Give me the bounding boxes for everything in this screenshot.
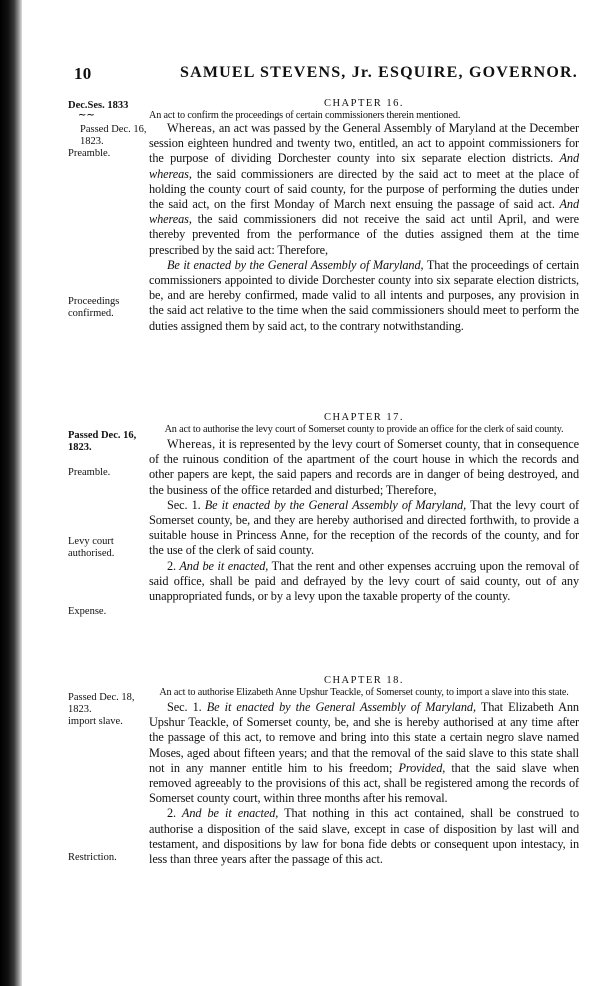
- margin-note-ch16-passed: Passed Dec. 16, 1823.: [80, 124, 147, 147]
- chapter-16: [149, 97, 579, 334]
- section-2-paragraph: 2. And be it enacted, That nothing in this act contained, shall be construed to authorise a disposition of the said slave, except in case of disposition by last will and testament, and dispositions by law for bona fide debts or consequent upon intestacy, in less than three years after the passage of this act.: [149, 806, 580, 867]
- book-page: [22, 0, 600, 986]
- margin-note-ch17-preamble: Preamble.: [68, 467, 111, 478]
- chapter-17: [149, 411, 579, 604]
- margin-note-ch18-import: import slave.: [68, 716, 123, 727]
- section-2-paragraph: 2. And be it enacted, That the rent and other expenses accruing upon the removal of said office, shall be paid and defrayed by the levy court of said county, out of any unappropriated funds, or by a levy upon the taxable property of the county.: [149, 558, 580, 604]
- margin-note-ch17-expense: Expense.: [68, 606, 107, 617]
- margin-note-ch18-passed: Passed Dec. 18, 1823.: [68, 692, 135, 715]
- margin-note-session: Dec.Ses. 1833 ∼∼: [68, 100, 129, 121]
- margin-note-ch16-proceedings: Proceedings confirmed.: [68, 296, 120, 319]
- preamble-paragraph: Whereas, it is represented by the levy court of Somerset county, that in consequence of the ruinous condition of the apartment of the court house in which the records and other papers are kept, the said papers and records are in danger of being destroyed, and the business of the office retarded and disturbed; Therefore,: [149, 437, 579, 497]
- page-number: 10: [74, 64, 92, 83]
- chapter-heading: CHAPTER 17.: [323, 412, 405, 423]
- margin-note-ch17-levy: Levy court authorised.: [68, 536, 115, 559]
- margin-note-ch18-restriction: Restriction.: [68, 852, 117, 863]
- chapter-title: An act to confirm the proceedings of certain commissioners therein mentioned.: [149, 110, 461, 121]
- running-title: SAMUEL STEVENS, Jr. ESQUIRE, GOVERNOR.: [180, 64, 578, 81]
- chapter-title: An act to authorise Elizabeth Anne Upshur Teackle, of Somerset county, to import a slave into this state.: [159, 687, 569, 698]
- section-1-paragraph: Sec. 1. Be it enacted by the General Assembly of Maryland, That Elizabeth Ann Upshur Teackle, of Somerset county, be, and she is hereby authorised at any time after the passage of this act, to remove and bring into this state a certain negro slave named Moses, aged about fifteen years; and that the removal of the said slave to this state shall not in any manner entitle him to his freedom; Provided, that the said slave when removed agreeably to the provisions of this act, shall be registered among the records of Somerset county court, within three months after his removal.: [149, 700, 579, 806]
- margin-note-ch16-preamble: Preamble.: [68, 148, 111, 159]
- chapter-heading: CHAPTER 18.: [323, 675, 405, 686]
- preamble-paragraph: Whereas, an act was passed by the General Assembly of Maryland at the December session eighteen hundred and twenty two, entitled, an act to appoint commissioners for the purpose of dividing Dorchester county into six separate election districts. And whereas, the said commissioners are directed by the said act to meet at the place of holding the county court of said county, for the purpose of performing the duties under the said act, on the first Monday of March next ensuing the passage of said act. And whereas, the said commissioners did not receive the said act until April, and were thereby prevented from the performance of the duties assigned them at the time prescribed by the said act: Therefore,: [149, 121, 579, 257]
- chapter-heading: CHAPTER 16.: [323, 98, 405, 109]
- chapter-title: An act to authorise the levy court of Somerset county to provide an office for the clerk of said county.: [164, 424, 564, 435]
- enacting-paragraph: Be it enacted by the General Assembly of Maryland, That the proceedings of certain commissioners appointed to divide Dorchester county into six separate election districts, be, and are hereby confirmed, made valid to all intents and purposes, any provision in the said act relative to the time when the said commissioners should meet to perform the duties assigned them by said act, to the contrary notwithstanding.: [149, 257, 579, 333]
- chapter-18: [149, 674, 579, 867]
- book-binding-shadow: [0, 0, 22, 986]
- margin-note-ch17-passed: Passed Dec. 16, 1823.: [68, 430, 137, 453]
- section-1-paragraph: Sec. 1. Be it enacted by the General Assembly of Maryland, That the levy court of Somerset county, be, and they are hereby authorised and directed forthwith, to provide a suitable house in Princess Anne, for the reception of the records of the county, and for the use of the clerk of said county.: [149, 497, 579, 558]
